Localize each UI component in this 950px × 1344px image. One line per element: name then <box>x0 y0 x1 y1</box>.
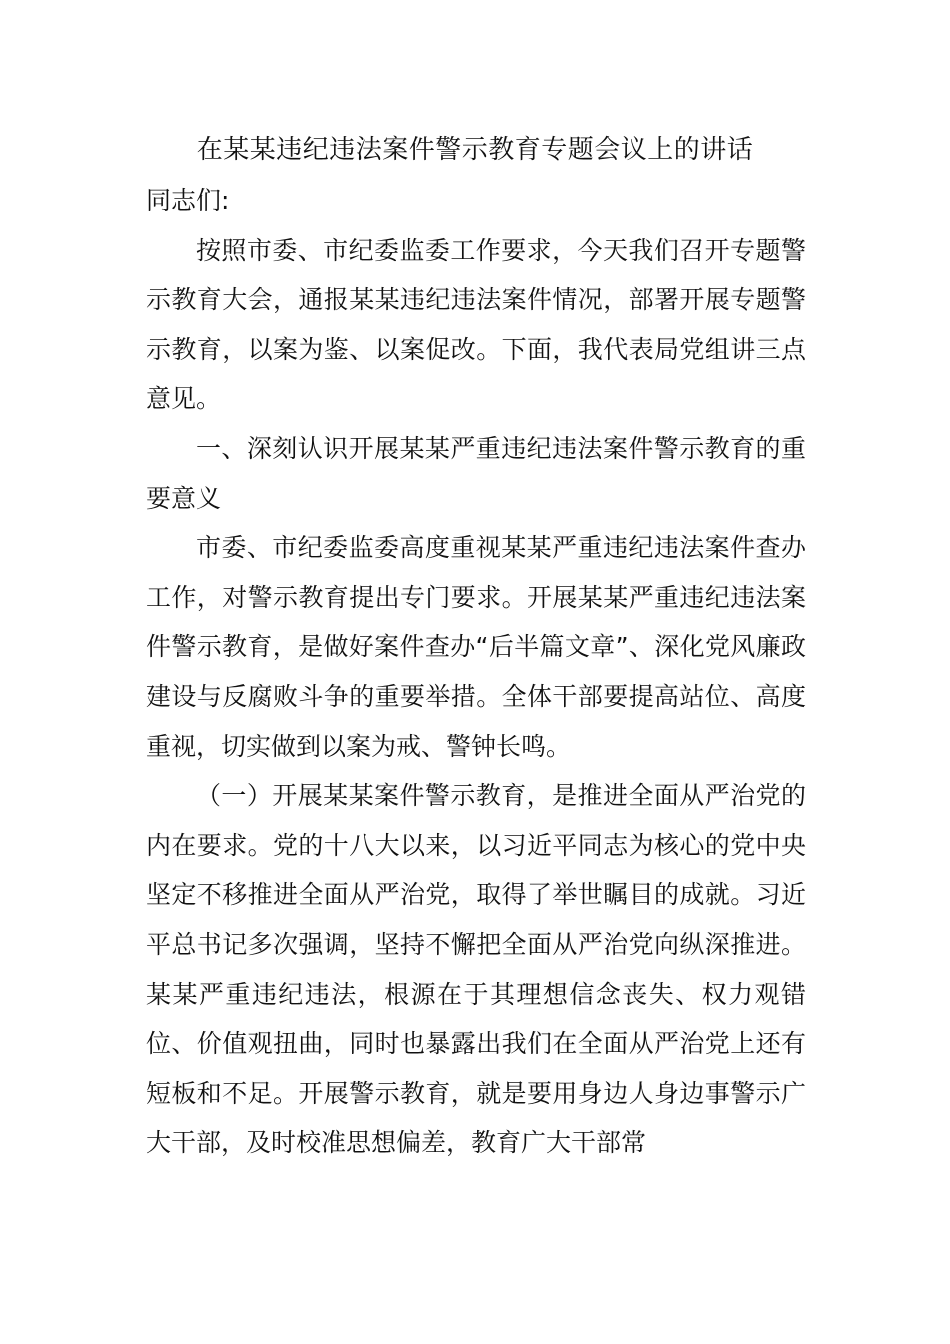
salutation: 同志们: <box>146 186 230 215</box>
paragraph-intro: 按照市委、市纪委监委工作要求，今天我们召开专题警示教育大会，通报某某违纪违法案件情况，部署开展专题警示教育，以案为鉴、以案促改。下面，我代表局党组讲三点意见。 <box>146 235 806 414</box>
document-body <box>146 176 806 1168</box>
paragraph-section-1-intro: 市委、市纪委监委高度重视某某严重违纪违法案件查办工作，对警示教育提出专门要求。开展某某严重违纪违法案件警示教育，是做好案件查办“后半篇文章”、深化党风廉政建设与反腐败斗争的重要举措。全体干部要提高站位、高度重视，切实做到以案为戒、警钟长鸣。 <box>146 533 806 761</box>
document-title: 在某某违纪违法案件警示教育专题会议上的讲话 <box>196 135 754 165</box>
paragraph-subsection-1: （一）开展某某案件警示教育，是推进全面从严治党的内在要求。党的十八大以来，以习近平同志为核心的党中央坚定不移推进全面从严治党，取得了举世瞩目的成就。习近平总书记多次强调，坚持不懈把全面从严治党向纵深推进。某某严重违纪违法，根源在于其理想信念丧失、权力观错位、价值观扭曲，同时也暴露出我们在全面从严治党上还有短板和不足。开展警示教育，就是要用身边人身边事警示广大干部，及时校准思想偏差，教育广大干部常 <box>146 781 806 1158</box>
section-heading-1: 一、深刻认识开展某某严重违纪违法案件警示教育的重要意义 <box>146 433 806 513</box>
